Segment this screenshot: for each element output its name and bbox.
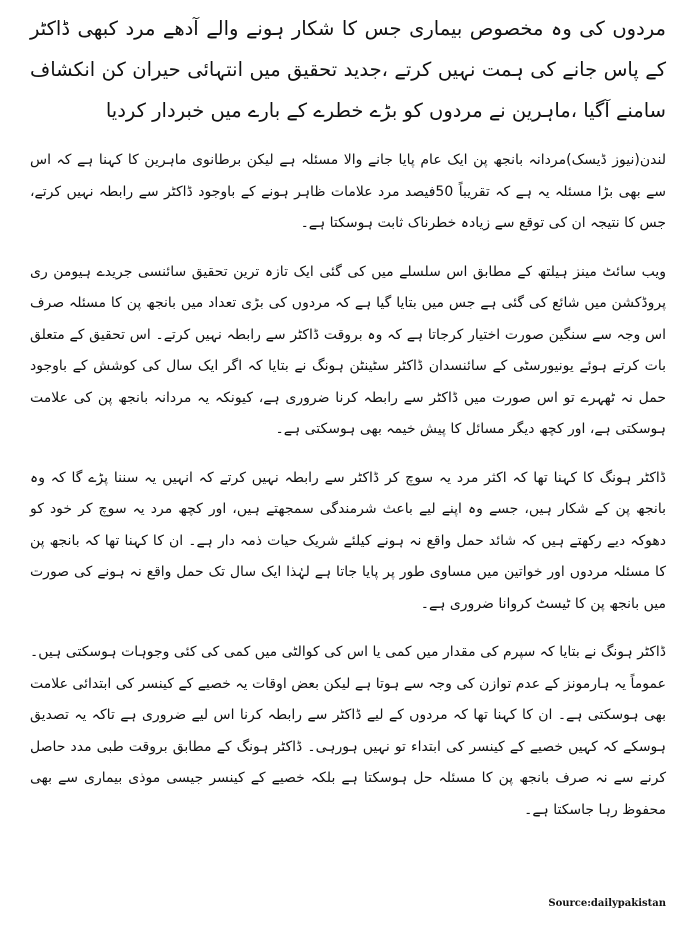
article-headline: مردوں کی وہ مخصوص بیماری جس کا شکار ہونے والے آدھے مرد کبھی ڈاکٹر کے پاس جانے کی ہمت نہیں کرتے ،جدید تحقیق میں انتہائی حیران کن انکشاف سامنے آگیا ،ماہرین نے مردوں کو بڑے خطرے کے بارے میں خبردار کردیا: [30, 17, 666, 122]
article-paragraph-2: ویب سائٹ مینز ہیلتھ کے مطابق اس سلسلے میں کی گئی ایک تازہ ترین تحقیق سائنسی جریدے ہیومن ری پروڈکشن میں شائع کی گئی ہے جس میں بتایا گیا ہے کہ مردوں کی بڑی تعداد میں بانجھ پن کا مسئلہ صرف اس وجہ سے سنگین صورت اختیار کرجاتا ہے کہ وہ بروقت ڈاکٹر سے رابطہ نہیں کرتے۔ اس تحقیق کے متعلق بات کرتے ہوئے یونیورسٹی کے سائنسدان ڈاکٹر سٹینٹن ہونگ نے بتایا کہ اگر ایک سال کی کوشش کے باوجود حمل نہ ٹھہرے تو اس صورت میں ڈاکٹر سے رابطہ کرنا ضروری ہے، کیونکہ یہ مردانہ بانجھ پن کی علامت ہوسکتی ہے، اور کچھ دیگر مسائل کا پیش خیمہ بھی ہوسکتی ہے۔: [30, 263, 666, 437]
article-paragraph-1: لندن(نیوز ڈیسک)مردانہ بانجھ پن ایک عام پایا جانے والا مسئلہ ہے لیکن برطانوی ماہرین کا کہنا ہے کہ اس سے بھی بڑا مسئلہ یہ ہے کہ تقریباً 50فیصد مرد علامات ظاہر ہونے کے باوجود ڈاکٹر سے رابطہ نہیں کرتے، جس کا نتیجہ ان کی توقع سے زیادہ خطرناک ثابت ہوسکتا ہے۔: [30, 152, 666, 231]
article-paragraph-3: ڈاکٹر ہونگ کا کہنا تھا کہ اکثر مرد یہ سوچ کر ڈاکٹر سے رابطہ نہیں کرتے کہ انہیں یہ سننا پڑے گا کہ وہ بانجھ پن کے شکار ہیں، جسے وہ اپنے لیے باعث شرمندگی سمجھتے ہیں، اور کچھ مرد یہ سوچ کر خود کو دھوکہ دیے رکھتے ہیں کہ شائد حمل واقع نہ ہونے کیلئے شریک حیات ذمہ دار ہے۔ ان کا کہنا تھا کہ بانجھ پن کا مسئلہ مردوں اور خواتین میں مساوی طور پر پایا جاتا ہے لہٰذا ایک سال تک حمل واقع نہ ہونے کی صورت میں بانجھ پن کا ٹیسٹ کروانا ضروری ہے۔: [30, 469, 666, 612]
article-paragraph-4: ڈاکٹر ہونگ نے بتایا کہ سپرم کی مقدار میں کمی یا اس کی کوالٹی میں کمی کی کئی وجوہات ہوسکتی ہیں۔ عموماً یہ ہارمونز کے عدم توازن کی وجہ سے ہوتا ہے لیکن بعض اوقات یہ خصیے کے کینسر کی ابتدائی علامت بھی ہوسکتی ہے۔ ان کا کہنا تھا کہ مردوں کے لیے ڈاکٹر سے رابطہ کرنا اس لیے ضروری ہے تاکہ یہ تصدیق ہوسکے کہ کہیں خصیے کے کینسر کی ابتداء تو نہیں ہورہی۔ ڈاکٹر ہونگ کے مطابق بروقت طبی مدد حاصل کرنے سے نہ صرف بانجھ پن کا مسئلہ حل ہوسکتا ہے بلکہ خصیے کے کینسر جیسی موذی بیماری سے بھی محفوظ رہا جاسکتا ہے۔: [30, 644, 666, 818]
article-body: [30, 8, 666, 843]
source-credit: Source:dailypakistan: [548, 898, 666, 909]
